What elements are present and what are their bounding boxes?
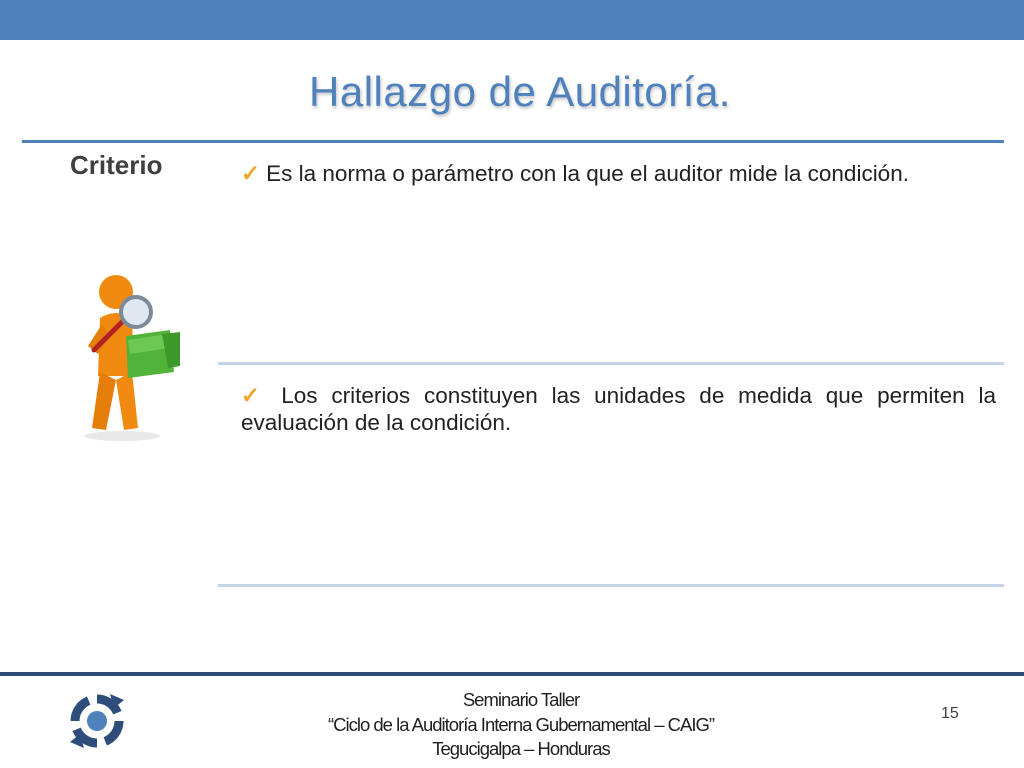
row-label-criterio: Criterio [70,150,163,180]
slide-title: Hallazgo de Auditoría. [309,68,731,115]
checkmark-icon: ✓ [241,383,268,408]
bullet-item-2 [241,382,996,436]
footer-text [218,688,824,762]
cycle-logo-icon [66,690,128,752]
footer-line-3: Tegucigalpa – Honduras [432,738,610,759]
top-accent-bar [0,0,1024,40]
auditor-figure-icon [70,268,200,443]
bullet-item-1 [241,160,996,187]
footer-divider [0,672,1024,676]
page-number: 15 [941,705,959,722]
footer-line-1: Seminario Taller [462,689,580,710]
row-divider-2 [218,584,1004,587]
bullet-text-1: Es la norma o parámetro con la que el auditor mide la condición. [259,161,909,186]
title-divider [22,140,1004,143]
checkmark-icon: ✓ [241,161,260,186]
row-divider-1 [218,362,1004,365]
footer-line-2: “Ciclo de la Auditoría Interna Gubernamental – CAIG” [327,713,715,735]
bullet-text-2: Los criterios constituyen las unidades de medida que permiten la evaluación de la condición. [241,383,997,435]
